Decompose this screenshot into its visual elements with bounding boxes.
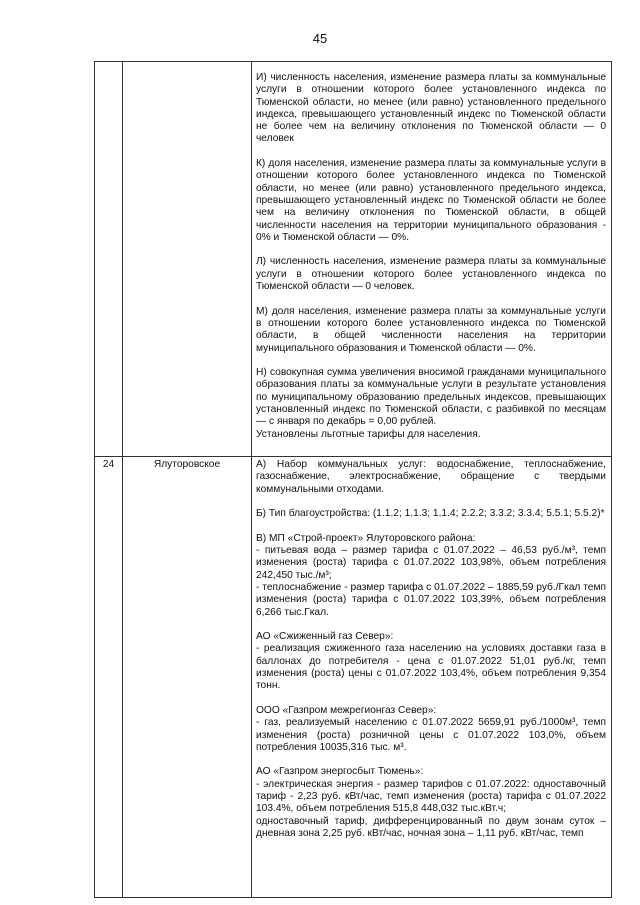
tariff-table: [94, 61, 612, 898]
benefit-note: Установлены льготные тарифы для населения.: [256, 428, 481, 440]
paragraph-v-heading: В) МП «Строй-проект» Ялуторовского района:: [256, 532, 476, 544]
electricity-supplier-heading: АО «Газпром энергосбыт Тюмень»:: [256, 766, 424, 778]
paragraph-b: Б) Тип благоустройства: (1.1.2; 1.1.3; 1.1.4; 2.2.2; 3.3.2; 3.3.4; 5.5.1; 5.5.2)*: [256, 508, 605, 520]
gas-supplier-heading: ООО «Газпром межрегионгаз Север»:: [256, 704, 437, 716]
electricity-tariff-single: - электрическая энергия - размер тарифов с 01.07.2022: одноставочный тариф - 2,23 руб. кВт/час, темп изменения (роста) тарифа с 01.07.2022 103.4%, объем потребления 515,8 448,032 тыс.кВт.ч;: [256, 778, 606, 815]
paragraph-k: К) доля населения, изменение размера платы за коммунальные услуги в отношении которого более установленного индекса по Тюменской области, но менее (или равно) установленного предельного индекса, превышающего установленный индекс по Тюменской области не более чем на величину отклонения по Тюменской области, в общей численности населения на территории муниципального образования - 0% и Тюменской области — 0%.: [256, 158, 606, 243]
heat-tariff: - теплоснабжение - размер тарифа с 01.07.2022 – 1885,59 руб./Гкал темп изменения (роста) тарифа с 01.07.2022 103,39%, объем потребления 6,266 тыс.Гкал.: [256, 581, 606, 618]
electricity-tariff-two-zone: одноставочный тариф, дифференцированный по двум зонам суток – дневная зона 2,25 руб. кВт/час, ночная зона – 1,11 руб. кВт/час, темп: [256, 815, 606, 839]
municipality-cell: [123, 62, 252, 457]
row-number-cell: 24: [95, 457, 123, 898]
description-cell: [252, 457, 612, 898]
municipality-cell: Ялуторовское: [123, 457, 252, 898]
lpg-tariff: - реализация сжиженного газа населению на условиях доставки газа в баллонах до потребителя - цена с 01.07.2022 51,01 руб./кг, темп изменения (роста) цены с 01.07.2022 103,4%, объем потребления 9,354 тонн.: [256, 643, 606, 692]
lpg-supplier-heading: АО «Сжиженный газ Север»:: [256, 631, 394, 643]
gas-tariff: - газ, реализуемый населению с 01.07.2022 5659,91 руб./1000м³, темп изменения (роста) розничной цены с 01.07.2022 103,0%, объем потребления 10035,316 тыс. м³.: [256, 717, 606, 753]
row-number-cell: [95, 62, 123, 457]
page-number: 45: [312, 31, 328, 46]
paragraph-n: Н) совокупная сумма увеличения вносимой гражданами муниципального образования платы за коммунальные услуги в результате установления по муниципальному образованию предельных индексов, превышающих установленный индекс по Тюменской области, с разбивкой по месяцам — с января по декабрь = 0,00 рублей.: [256, 367, 606, 428]
paragraph-a: А) Набор коммунальных услуг: водоснабжение, теплоснабжение, газоснабжение, электроснабжение, обращение с твердыми коммунальными отходами.: [256, 459, 606, 495]
paragraph-i: И) численность населения, изменение размера платы за коммунальные услуги в отношении которого более установленного индекса по Тюменской области, но менее (или равно) установленного предельного индекса, превышающего установленный индекс по Тюменской области не более чем на величину отклонения по Тюменской области — 0 человек: [256, 72, 606, 145]
table-row: [95, 457, 612, 898]
paragraph-l: Л) численность населения, изменение размера платы за коммунальные услуги в отношении которого более установленного индекса по Тюменской области — 0 человек.: [256, 256, 606, 293]
table-row: [95, 62, 612, 457]
paragraph-m: М) доля населения, изменение размера платы за коммунальные услуги в отношении которого более установленного индекса по Тюменской области, в общей численности населения на территории муниципального образования и Тюменской области — 0%.: [256, 305, 606, 354]
description-cell: [252, 62, 612, 457]
water-tariff: - питьевая вода – размер тарифа с 01.07.2022 – 46,53 руб./м³, темп изменения (роста) тарифа с 01.07.2022 103,98%, объем потребления 242,450 тыс./м³;: [256, 545, 606, 581]
